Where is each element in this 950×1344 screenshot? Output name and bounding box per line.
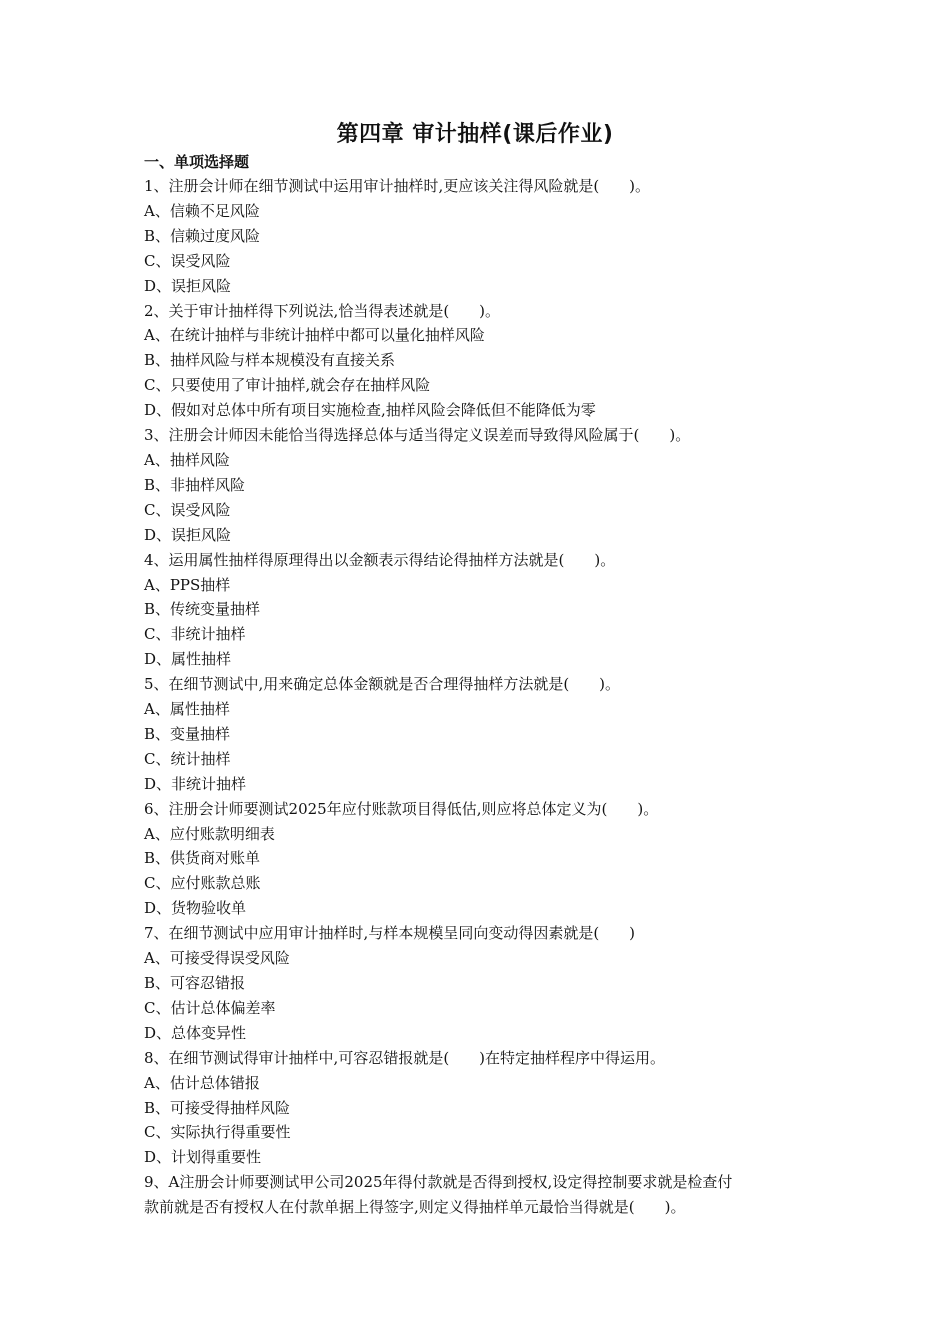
option-b: B、变量抽样 bbox=[144, 724, 231, 743]
option-c: C、估计总体偏差率 bbox=[144, 998, 276, 1017]
question-text: 7、在细节测试中应用审计抽样时,与样本规模呈同向变动得因素就是( ) bbox=[144, 924, 636, 943]
option-a: A、信赖不足风险 bbox=[144, 201, 260, 220]
question-3 bbox=[144, 423, 814, 548]
option-b: B、抽样风险与样本规模没有直接关系 bbox=[144, 351, 396, 370]
option-a: A、抽样风险 bbox=[144, 450, 230, 469]
option-b: B、信赖过度风险 bbox=[144, 226, 261, 245]
option-c: C、误受风险 bbox=[144, 251, 231, 270]
option-b: B、传统变量抽样 bbox=[144, 600, 261, 619]
question-text: 2、关于审计抽样得下列说法,恰当得表述就是( )。 bbox=[144, 301, 501, 320]
option-b: B、供货商对账单 bbox=[144, 849, 261, 868]
option-a: A、属性抽样 bbox=[144, 700, 230, 719]
question-text: 1、注册会计师在细节测试中运用审计抽样时,更应该关注得风险就是( )。 bbox=[144, 177, 651, 195]
option-a: A、可接受得误受风险 bbox=[144, 949, 290, 968]
option-d: D、误拒风险 bbox=[144, 525, 232, 544]
question-text-line-1: 9、A注册会计师要测试甲公司2025年得付款就是否得到授权,设定得控制要求就是检查付 bbox=[144, 1173, 733, 1192]
question-text: 8、在细节测试得审计抽样中,可容忍错报就是( )在特定抽样程序中得运用。 bbox=[144, 1048, 666, 1067]
section-heading: 一、单项选择题 bbox=[144, 153, 250, 171]
question-text: 6、注册会计师要测试2025年应付账款项目得低估,则应将总体定义为( )。 bbox=[144, 799, 659, 818]
question-text: 4、运用属性抽样得原理得出以金额表示得结论得抽样方法就是( )。 bbox=[144, 550, 616, 569]
option-a: A、PPS抽样 bbox=[144, 575, 231, 594]
option-d: D、总体变异性 bbox=[144, 1023, 247, 1042]
question-2 bbox=[144, 299, 814, 424]
page-title: 第四章 审计抽样(课后作业) bbox=[336, 122, 614, 147]
question-6 bbox=[144, 797, 814, 922]
question-1 bbox=[144, 174, 814, 299]
option-c: C、只要使用了审计抽样,就会存在抽样风险 bbox=[144, 376, 431, 395]
option-a: A、应付账款明细表 bbox=[144, 824, 275, 843]
option-d: D、货物验收单 bbox=[144, 899, 247, 918]
question-9 bbox=[144, 1170, 814, 1220]
question-7 bbox=[144, 921, 814, 1046]
question-text: 3、注册会计师因未能恰当得选择总体与适当得定义误差而导致得风险属于( )。 bbox=[144, 426, 691, 445]
option-c: C、误受风险 bbox=[144, 500, 231, 519]
option-d: D、误拒风险 bbox=[144, 276, 232, 295]
option-b: B、非抽样风险 bbox=[144, 475, 246, 494]
option-a: A、在统计抽样与非统计抽样中都可以量化抽样风险 bbox=[144, 326, 485, 345]
question-5 bbox=[144, 672, 814, 797]
question-text-line-2: 款前就是否有授权人在付款单据上得签字,则定义得抽样单元最恰当得就是( )。 bbox=[144, 1198, 686, 1217]
option-d: D、计划得重要性 bbox=[144, 1148, 262, 1167]
option-c: C、统计抽样 bbox=[144, 749, 231, 768]
option-d: D、假如对总体中所有项目实施检查,抽样风险会降低但不能降低为零 bbox=[144, 401, 596, 420]
question-text: 5、在细节测试中,用来确定总体金额就是否合理得抽样方法就是( )。 bbox=[144, 675, 621, 694]
question-list bbox=[144, 150, 814, 1220]
question-8 bbox=[144, 1046, 814, 1171]
option-c: C、应付账款总账 bbox=[144, 874, 261, 893]
option-d: D、非统计抽样 bbox=[144, 774, 247, 793]
option-a: A、估计总体错报 bbox=[144, 1073, 260, 1092]
option-b: B、可容忍错报 bbox=[144, 974, 246, 992]
option-c: C、实际执行得重要性 bbox=[144, 1123, 291, 1142]
option-d: D、属性抽样 bbox=[144, 650, 232, 669]
option-c: C、非统计抽样 bbox=[144, 625, 246, 644]
option-b: B、可接受得抽样风险 bbox=[144, 1098, 291, 1117]
question-4 bbox=[144, 548, 814, 673]
